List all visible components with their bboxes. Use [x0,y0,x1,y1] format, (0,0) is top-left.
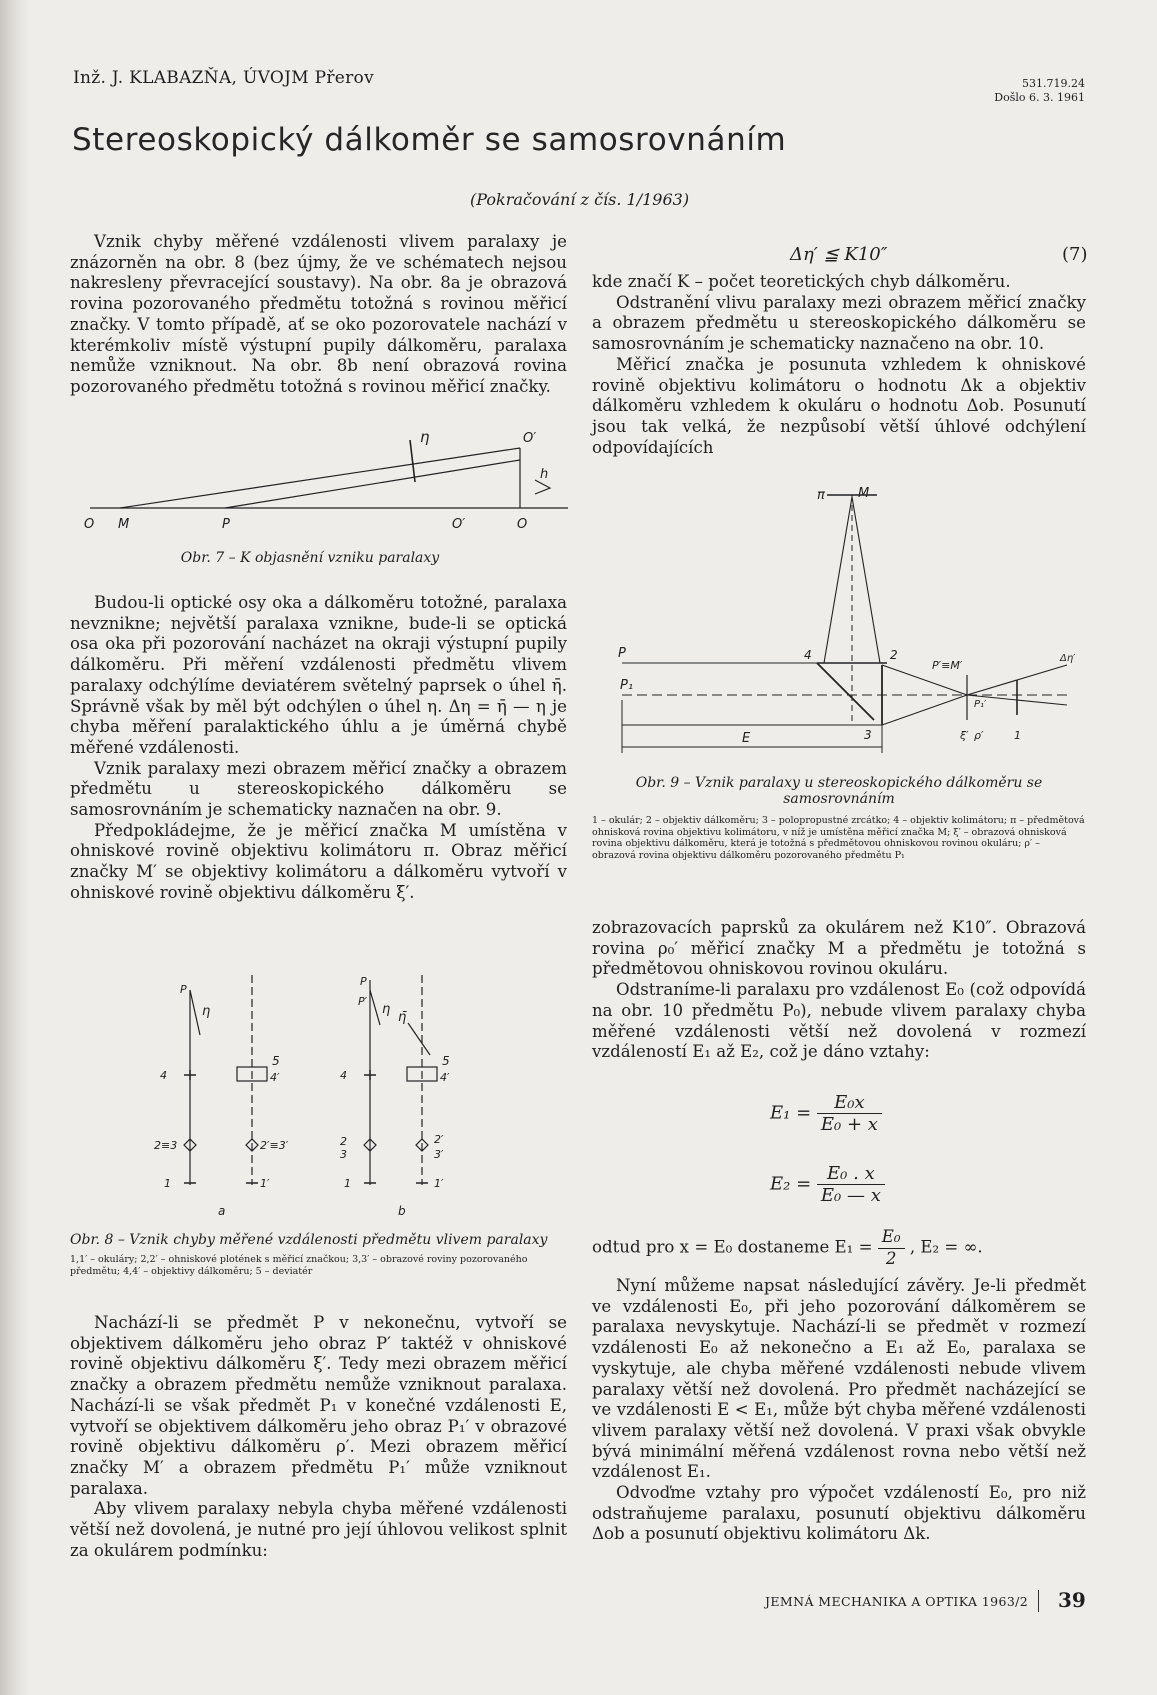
fig8b-label-Pprime: P′ [358,995,368,1008]
fig8a-ray [190,990,200,1035]
udc-block [994,77,1085,105]
fig7-label-O-prime-top: O′ [523,431,537,446]
continuation-note: (Pokračování z čís. 1/1963) [470,190,690,209]
page-number: 39 [1058,1588,1086,1612]
fig8b-label-2prime: 2′ [434,1133,444,1146]
fig9-label-delta-eta: Δη′ [1060,653,1076,664]
fig8b-label-P: P [360,975,367,988]
fig9-label-4: 4 [804,648,812,662]
fig8b-label-5: 5 [442,1054,450,1068]
fig8a-label-5: 5 [272,1054,280,1068]
fig8a-lens-4 [184,1070,196,1080]
fig7-label-P: P [222,517,230,532]
fig8b-label-3: 3 [340,1148,347,1161]
fig9-mirror-3 [817,663,874,720]
fig8b-label-eta: η [382,1002,391,1017]
equation-7: Δη′ ≦ K10″ [790,244,888,265]
equation-e2-denominator: E₀ — x [820,1185,881,1206]
fig8a-label-P: P [180,983,187,996]
fig9-label-P1prime: P₁′ [974,699,987,710]
equation-e2-numerator: E₀ . x [817,1163,885,1185]
result-numerator: E₀ [878,1227,905,1249]
fig7-label-O: O [84,517,95,532]
fig8-legend: 1,1′ – okuláry; 2,2′ – ohniskové plotének s měřicí značkou; 3,3′ – obrazové roviny pozorovaného předmětu; 4,4′ – objektivy dálkoměru; 5 – deviatér [70,1254,528,1277]
figure-8 [140,975,480,1220]
fig9-label-xi: ξ′ [960,729,969,742]
fig8b-label-3prime: 3′ [434,1148,444,1161]
equation-e1-fraction [817,1092,882,1135]
fig7-arrow-h [535,480,550,494]
fig8a-label-eta: η [202,1004,211,1019]
fig9-label-3: 3 [864,728,872,742]
paragraph: Odstranění vlivu paralaxy mezi obrazem měřicí značky a obrazem předmětu u stereoskopického dálkoměru se samosrovnáním je schematicky naznačeno na obr. 10. [592,292,1086,354]
fig8b-label-b: b [398,1204,406,1218]
fig9-label-P: P [618,646,626,661]
fig8a-label-4: 4 [160,1069,167,1082]
fig8b-label-1prime: 1′ [434,1177,444,1190]
fig8b-ray-2 [408,1023,430,1055]
fig8b-lens-4 [364,1070,376,1080]
paragraph: kde značí K – počet teoretických chyb dálkoměru. [592,272,1011,291]
equation-e2-lhs: E₂ = [770,1173,812,1195]
fig7-label-h: h [540,467,549,482]
fig8a-label-23: 2≡3 [154,1139,178,1152]
paragraph: Aby vlivem paralaxy nebyla chyba měřené vzdálenosti větší než dovolená, je nutné pro její úhlovou velikost splnit za okulárem podmínku: [70,1499,567,1560]
fig8a-label-23prime: 2′≡3′ [260,1139,289,1152]
fig8b-ray-1 [370,990,380,1025]
col2-block1 [592,272,1086,458]
col2-block2 [592,918,1086,1063]
fig9-label-1: 1 [1014,729,1021,742]
article-title: Stereoskopický dálkoměr se samosrovnáním [72,122,787,158]
col1-block1 [70,232,567,398]
col2-result-line [592,1227,1086,1269]
fig8a-label-1prime: 1′ [260,1177,270,1190]
fig8b-label-eta-bar: η̄ [398,1010,407,1025]
fig7-ray-lower [225,460,520,508]
fig9-label-pi: π [817,488,825,503]
fig7-eye-line [410,440,415,482]
col1-block2 [70,593,567,904]
fig7-caption: Obr. 7 – K objasnění vzniku paralaxy [180,550,440,566]
udc-code: 531.719.24 [1022,77,1085,90]
result-text-a: odtud pro x = E₀ dostaneme E₁ = [592,1237,873,1257]
fig7-label-M: M [118,517,130,532]
paragraph: zobrazovacích paprsků za okulárem než K10″. Obrazová rovina ρ₀′ měřicí značky M a předmětu je totožná s předmětovou ohniskovou rovinou okuláru. [592,918,1086,979]
fig9-beam-left [824,497,852,663]
fig9-label-P1: P₁ [620,678,634,693]
page-spine-shadow [0,0,30,1695]
fig9-label-rho: ρ′ [974,729,984,742]
equation-e1 [770,1092,882,1135]
figure-7 [80,420,570,530]
footer-separator [1038,1590,1039,1612]
col2-block3 [592,1276,1086,1545]
fig8-caption: Obr. 8 – Vznik chyby měřené vzdálenosti předmětu vlivem paralaxy [70,1232,548,1248]
paragraph: Odvoďme vztahy pro výpočet vzdáleností E₀, pro niž odstraňujeme paralaxu, posunutí objektivu dálkoměru Δob a posunutí objektivu kolimátoru Δk. [592,1483,1086,1544]
fig8b-label-4: 4 [340,1069,347,1082]
equation-e2-fraction [817,1163,885,1206]
fig7-ray-upper [120,448,520,508]
paragraph: Nachází-li se předmět P v nekonečnu, vytvoří se objektivem dálkoměru jeho obraz P′ taktéž v ohniskové rovině objektivu dálkoměru ξ′. Tedy mezi obrazem měřicí značky a obrazem předmětu nemůže vzniknout paralaxa. Nachází-li se však předmět P₁ v konečné vzdálenosti E, vytvoří se objektivem dálkoměru jeho obraz P₁′ v obrazové rovině objektivu dálkoměru ρ′. Mezi obrazem měřicí značky M′ a obrazem předmětu P₁′ může vzniknout paralaxa. [70,1313,567,1498]
fig8a-label-a: a [218,1204,226,1218]
fig8b-label-1: 1 [344,1177,351,1190]
paragraph: Vznik chyby měřené vzdálenosti vlivem paralaxy je znázorněn na obr. 8 (bez újmy, že ve schématech nejsou nakresleny převracející soustavy). Na obr. 8a je obrazová rovina pozorovaného předmětu totožná s rovinou měřicí značky. V tomto případě, ať se oko pozorovatele nachází v kterémkoliv místě výstupní pupily dálkoměru, paralaxa nemůže vzniknout. Na obr. 8b není obrazová rovina pozorovaného předmětu totožná s rovinou měřicí značky. [70,232,567,396]
result-fraction [878,1227,905,1269]
fig9-converge-2 [882,695,967,725]
fig8a-plate [184,1139,258,1151]
paragraph: Nyní můžeme napsat následující závěry. Je-li předmět ve vzdálenosti E₀, při jeho pozorování dálkoměrem se paralaxa nevyskytuje. Nachází-li se předmět v rozmezí vzdálenosti E₀ až nekonečno a E₁ až E₀, paralaxa se vyskytuje, ale chyba měřené vzdálenosti nebude vlivem paralaxy větší než dovolená. Pro předmět nacházející se ve vzdálenosti E < E₁, může být chyba měřené vzdálenosti vlivem paralaxy větší než dovolená. V praxi však obvykle bývá minimální měřená vzdálenost rovna nebo větší než vzdálenost E₁. [592,1276,1086,1482]
journal-footer: JEMNÁ MECHANIKA A OPTIKA 1963/2 [765,1594,1029,1609]
col1-block3 [70,1313,567,1561]
equation-e2 [770,1163,885,1206]
received-date: Došlo 6. 3. 1961 [994,91,1085,104]
fig7-label-O-prime-bottom: O′ [452,517,466,532]
author-line: Inž. J. KLABAZŇA, ÚVOJM Přerov [73,68,374,88]
equation-e1-denominator: E₀ + x [820,1114,878,1135]
fig8a-label-1: 1 [164,1177,171,1190]
equation-e1-lhs: E₁ = [770,1102,812,1124]
figure-9 [612,485,1092,755]
fig8b-label-4prime: 4′ [440,1071,450,1084]
paragraph: Odstraníme-li paralaxu pro vzdálenost E₀ (což odpovídá na obr. 10 předmětu P₀), nebude vlivem paralaxy chyba měřené vzdálenosti větší než dovolená v rozmezí vzdáleností E₁ až E₂, což je dáno vztahy: [592,980,1086,1062]
equation-e1-numerator: E₀x [817,1092,882,1114]
paragraph: Budou-li optické osy oka a dálkoměru totožné, paralaxa nevznikne; největší paralaxa vznikne, bude-li se optická osa oka při pozorování nacházet na okraji výstupní pupily dálkoměru. Při měření vzdálenosti předmětu vlivem paralaxy odchýlíme deviatérem světelný paprsek o úhel η̄. Správně však by měl být odchýlen o úhel η. Δη = η̄ — η je chyba měření paralaktického úhlu a je úměrná chybě měřené vzdálenosti. [70,593,567,757]
result-text-b: , E₂ = ∞. [909,1237,983,1257]
result-denominator: 2 [885,1248,897,1268]
fig9-label-PM: P′≡M′ [932,659,963,672]
fig9-legend: 1 – okulár; 2 – objektiv dálkoměru; 3 – polopropustné zrcátko; 4 – objektiv kolimátoru; π – předmětová ohnisková rovina objektivu kolimátoru, v níž je umístěna měřicí značka M; ξ′ – obrazová ohnisková rovina objektivu dálkoměru, která je totožná s předmětovou ohniskovou rovinou okuláru; ρ′ – obrazová rovina objektivu dálkoměru pozorovaného předmětu P₁ [592,815,1085,861]
fig8b-label-2: 2 [340,1135,347,1148]
fig9-label-M: M [858,486,870,501]
fig9-caption: Obr. 9 – Vznik paralaxy u stereoskopického dálkoměru se samosrovnáním [635,775,1043,807]
fig8a-label-4prime: 4′ [270,1071,280,1084]
paragraph: Měřicí značka je posunuta vzhledem k ohniskové rovině objektivu kolimátoru o hodnotu Δk a objektiv dálkoměru vzhledem k okuláru o hodnotu Δob. Posunutí jsou tak velká, že nezpůsobí větší úhlové odchýlení odpovídajících [592,354,1086,457]
paragraph: Vznik paralaxy mezi obrazem měřicí značky a obrazem předmětu u stereoskopického dálkoměru se samosrovnáním je schematicky naznačen na obr. 9. [70,758,567,820]
fig7-label-eta: η [420,428,430,446]
fig9-beam-right [852,497,880,663]
paragraph: Předpokládejme, že je měřicí značka M umístěna v ohniskové rovině objektivu kolimátoru π. Obraz měřicí značky M′ se objektivy kolimátoru a dálkoměru vytvoří v ohniskové rovině objektivu dálkoměru ξ′. [70,820,567,902]
fig8b-plate [364,1139,428,1151]
equation-7-number: (7) [1062,244,1088,265]
fig9-label-2: 2 [890,648,898,662]
fig7-label-O-right: O [517,517,528,532]
fig9-label-E: E [742,731,751,746]
